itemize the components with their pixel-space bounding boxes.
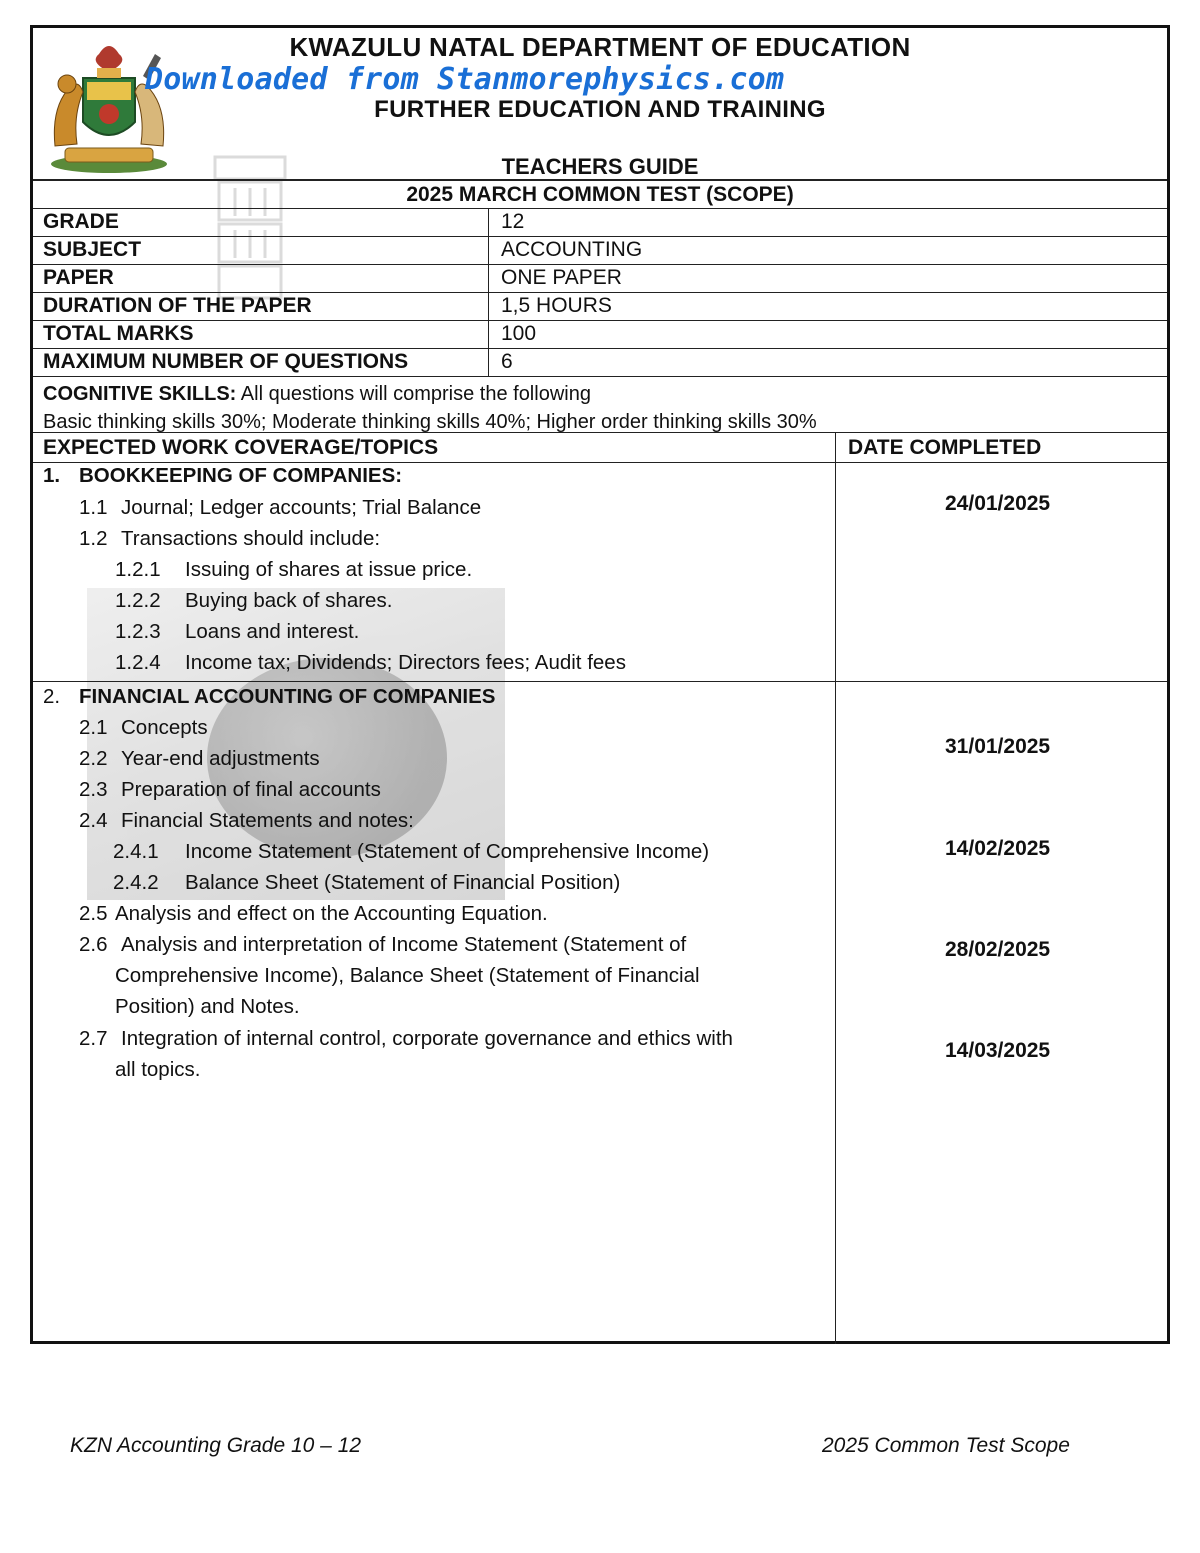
divider: [33, 376, 1167, 377]
cognitive-breakdown: Basic thinking skills 30%; Moderate thinking skills 40%; Higher order thinking skills 30%: [43, 411, 817, 433]
section-number: 2.: [43, 685, 61, 708]
item-text: Loans and interest.: [185, 620, 360, 643]
list-item: [79, 1023, 733, 1054]
list-item: [115, 647, 626, 678]
date-completed: 14/02/2025: [945, 837, 1051, 860]
list-item: [115, 585, 392, 616]
teachers-guide-heading: TEACHERS GUIDE: [501, 154, 699, 179]
list-item: [115, 616, 359, 647]
list-item: [79, 743, 320, 774]
info-row: [33, 264, 1167, 292]
date-completed: 31/01/2025: [945, 735, 1051, 758]
info-label: DURATION OF THE PAPER: [43, 294, 312, 317]
document-frame: [30, 25, 1170, 1344]
item-number: 1.2: [79, 527, 108, 550]
info-value: 100: [501, 322, 537, 345]
list-item: [79, 774, 381, 805]
info-label: SUBJECT: [43, 238, 142, 261]
item-number: 2.1: [79, 716, 108, 739]
info-row: [33, 348, 1167, 376]
list-item-continuation: Position) and Notes.: [115, 995, 300, 1018]
item-text: Journal; Ledger accounts; Trial Balance: [121, 496, 482, 519]
section-number: 1.: [43, 464, 61, 487]
cognitive-skills: [43, 380, 817, 436]
info-row: [33, 236, 1167, 264]
item-text: Preparation of final accounts: [121, 778, 381, 801]
item-number: 1.2.2: [115, 589, 161, 612]
info-value: 1,5 HOURS: [501, 294, 612, 317]
date-completed: 28/02/2025: [945, 938, 1051, 961]
item-number: 1.2.1: [115, 558, 161, 581]
section-heading: [43, 681, 495, 712]
item-number: 1.2.4: [115, 651, 161, 674]
list-item: [79, 898, 548, 929]
section-title: FINANCIAL ACCOUNTING OF COMPANIES: [79, 685, 496, 708]
list-item: [113, 836, 709, 867]
item-number: 2.5: [79, 902, 108, 925]
info-value: 12: [501, 210, 525, 233]
info-label: GRADE: [43, 210, 119, 233]
info-row: [33, 292, 1167, 320]
item-text: Analysis and interpretation of Income Statement (Statement of: [121, 933, 687, 956]
item-text: Integration of internal control, corporate governance and ethics with: [121, 1027, 733, 1050]
item-number: 2.2: [79, 747, 108, 770]
info-label: PAPER: [43, 266, 114, 289]
item-number: 2.3: [79, 778, 108, 801]
topics-column-header: EXPECTED WORK COVERAGE/TOPICS: [43, 436, 439, 459]
info-value: ACCOUNTING: [501, 238, 643, 261]
list-item: [79, 523, 380, 554]
info-label: MAXIMUM NUMBER OF QUESTIONS: [43, 350, 409, 373]
scope-title: 2025 MARCH COMMON TEST (SCOPE): [406, 183, 794, 206]
item-text: Analysis and effect on the Accounting Equation.: [115, 902, 548, 925]
item-text: Financial Statements and notes:: [121, 809, 414, 832]
item-text: Issuing of shares at issue price.: [185, 558, 473, 581]
item-text: Transactions should include:: [121, 527, 381, 550]
department-heading: KWAZULU NATAL DEPARTMENT OF EDUCATION: [289, 32, 911, 62]
list-item-continuation: Comprehensive Income), Balance Sheet (Statement of Financial: [115, 964, 700, 987]
cognitive-intro: All questions will comprise the following: [236, 383, 591, 405]
item-number: 1.2.3: [115, 620, 161, 643]
section-title: BOOKKEEPING OF COMPANIES:: [79, 464, 403, 487]
list-item: [115, 554, 472, 585]
item-number: 2.4: [79, 809, 108, 832]
list-item: [79, 805, 414, 836]
list-item: [79, 929, 686, 960]
footer-right: 2025 Common Test Scope: [822, 1434, 1070, 1457]
date-column-divider: [835, 432, 836, 1344]
download-watermark: Downloaded from Stanmorephysics.com: [145, 62, 785, 97]
item-number: 2.4.2: [113, 871, 159, 894]
item-text: Balance Sheet (Statement of Financial Position): [185, 871, 621, 894]
list-item: [113, 867, 620, 898]
item-number: 2.6: [79, 933, 108, 956]
info-value: 6: [501, 350, 513, 373]
item-text: Year-end adjustments: [121, 747, 320, 770]
date-column-header: DATE COMPLETED: [848, 436, 1042, 459]
info-value: ONE PAPER: [501, 266, 622, 289]
date-completed: 24/01/2025: [945, 492, 1051, 515]
item-number: 2.4.1: [113, 840, 159, 863]
divider: [33, 432, 1167, 433]
list-item: [79, 712, 208, 743]
fet-heading: FURTHER EDUCATION AND TRAINING: [374, 96, 826, 123]
item-text: Income tax; Dividends; Directors fees; Audit fees: [185, 651, 626, 674]
cognitive-label: COGNITIVE SKILLS:: [43, 383, 237, 405]
info-row: [33, 320, 1167, 348]
info-row: [33, 208, 1167, 236]
item-text: Concepts: [121, 716, 208, 739]
divider: [33, 179, 1167, 181]
footer-left: KZN Accounting Grade 10 – 12: [70, 1434, 362, 1457]
date-completed: 14/03/2025: [945, 1039, 1051, 1062]
item-number: 2.7: [79, 1027, 108, 1050]
list-item-continuation: all topics.: [115, 1058, 201, 1081]
info-label: TOTAL MARKS: [43, 322, 194, 345]
item-text: Buying back of shares.: [185, 589, 393, 612]
list-item: [79, 492, 481, 523]
item-text: Income Statement (Statement of Comprehensive Income): [185, 840, 710, 863]
item-number: 1.1: [79, 496, 108, 519]
section-heading: [43, 460, 402, 491]
info-column-divider: [488, 208, 489, 376]
